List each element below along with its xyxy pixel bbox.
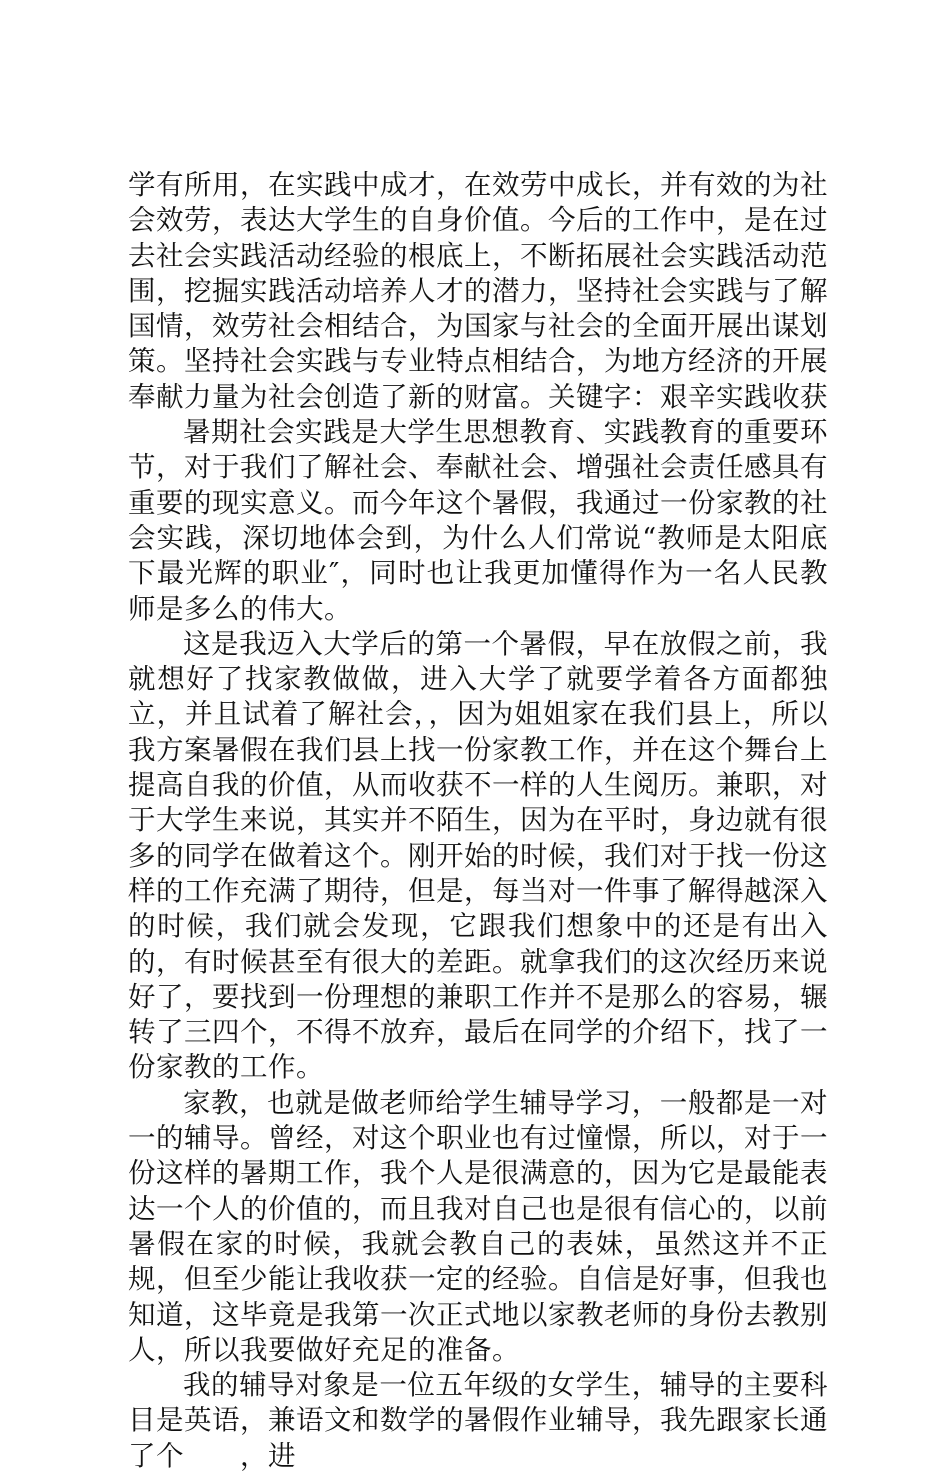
paragraph-continued: 学有所用，在实践中成才，在效劳中成长，并有效的为社会效劳，表达大学生的自身价值。今后的工作中，是在过去社会实践活动经验的根底上，不断拓展社会实践活动范围，挖掘实践活动培养人才的潜力，坚持社会实践与了解国情，效劳社会相结合，为国家与社会的全面开展出谋划策。坚持社会实践与专业特点相结合，为地方经济的开展奉献力量为社会创造了新的财富。关键字：艰辛实践收获: [128, 169, 828, 413]
document-body: [128, 168, 828, 1474]
paragraph-summer-practice: 暑期社会实践是大学生思想教育、实践教育的重要环节，对于我们了解社会、奉献社会、增强社会责任感具有重要的现实意义。而今年这个暑假，我通过一份家教的社会实践，深切地体会到，为什么人们常说“教师是太阳底下最光辉的职业″，同时也让我更加懂得作为一名人民教师是多么的伟大。: [128, 416, 828, 625]
paragraph-first-summer: 这是我迈入大学后的第一个暑假，早在放假之前，我就想好了找家教做做，进入大学了就要学着各方面都独立，并且试着了解社会，，因为姐姐家在我们县上，所以我方案暑假在我们县上找一份家教工作，并在这个舞台上提高自我的价值，从而收获不一样的人生阅历。兼职，对于大学生来说，其实并不陌生，因为在平时，身边就有很多的同学在做着这个。刚开始的时候，我们对于找一份这样的工作充满了期待，但是，每当对一件事了解得越深入的时候，我们就会发现，它跟我们想象中的还是有出入的，有时候甚至有很大的差距。就拿我们的这次经历来说好了，要找到一份理想的兼职工作并不是那么的容易，辗转了三四个，不得不放弃，最后在同学的介绍下，找了一份家教的工作。: [128, 627, 828, 1084]
paragraph-student: 我的辅导对象是一位五年级的女学生，辅导的主要科目是英语，兼语文和数学的暑假作业辅导，我先跟家长通了个 ，进: [128, 1369, 828, 1472]
paragraph-tutoring: 家教，也就是做老师给学生辅导学习，一般都是一对一的辅导。曾经，对这个职业也有过憧憬，所以，对于一份这样的暑期工作，我个人是很满意的，因为它是最能表达一个人的价值的，而且我对自己也是很有信心的，以前暑假在家的时候，我就会教自己的表妹，虽然这并不正规，但至少能让我收获一定的经验。自信是好事，但我也知道，这毕竟是我第一次正式地以家教老师的身份去教别人，所以我要做好充足的准备。: [128, 1086, 828, 1366]
